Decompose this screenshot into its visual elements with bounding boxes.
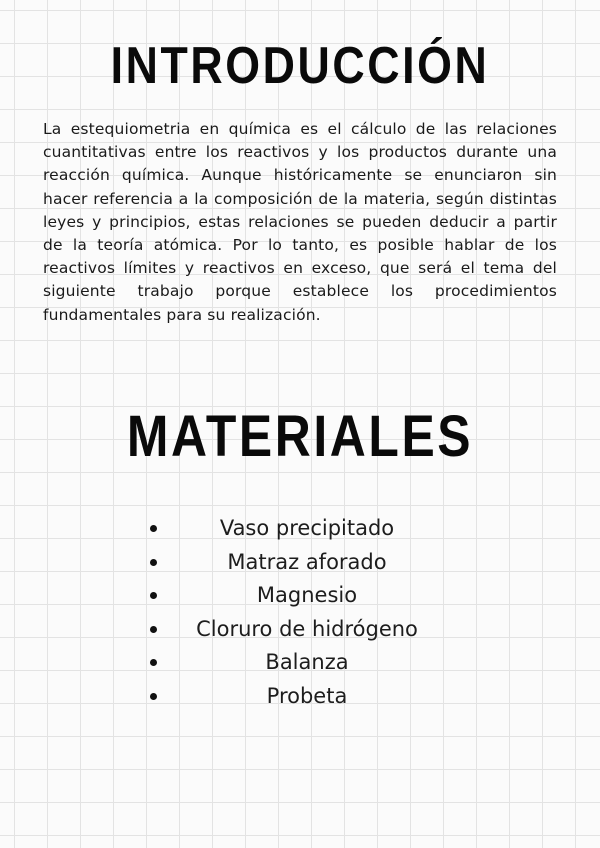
list-item [150,579,450,613]
material-label: Vaso precipitado [219,516,395,540]
material-label: Matraz aforado [227,549,387,574]
material-label: Probeta [266,683,348,708]
list-item [150,613,450,647]
bullet-icon [150,693,157,700]
materials-title: MATERIALES [126,404,474,469]
material-label: Balanza [265,650,349,674]
list-item [150,512,450,546]
bullet-icon [150,592,157,599]
introduction-title: INTRODUCCIÓN [110,37,490,95]
bullet-icon [150,559,157,566]
materials-list [150,512,450,713]
bullet-icon [150,659,157,666]
bullet-icon [150,525,157,532]
introduction-paragraph: La estequiometria en química es el cálculo de las relaciones cuantitativas entre los reactivos y los productos durante una reacción química. Aunque históricamente se enunciaron sin hacer referencia a la composición de la materia, según distintas leyes y principios, estas relaciones se pueden deducir a partir de la teoría atómica. Por lo tanto, es posible hablar de los reactivos límites y reactivos en exceso, que será el tema del siguiente trabajo porque establece los procedimientos fundamentales para su realización. [43,120,557,324]
bullet-icon [150,626,157,633]
list-item [150,546,450,580]
list-item [150,646,450,680]
list-item [150,680,450,714]
material-label: Magnesio [256,583,358,607]
material-label: Cloruro de hidrógeno [196,616,418,641]
